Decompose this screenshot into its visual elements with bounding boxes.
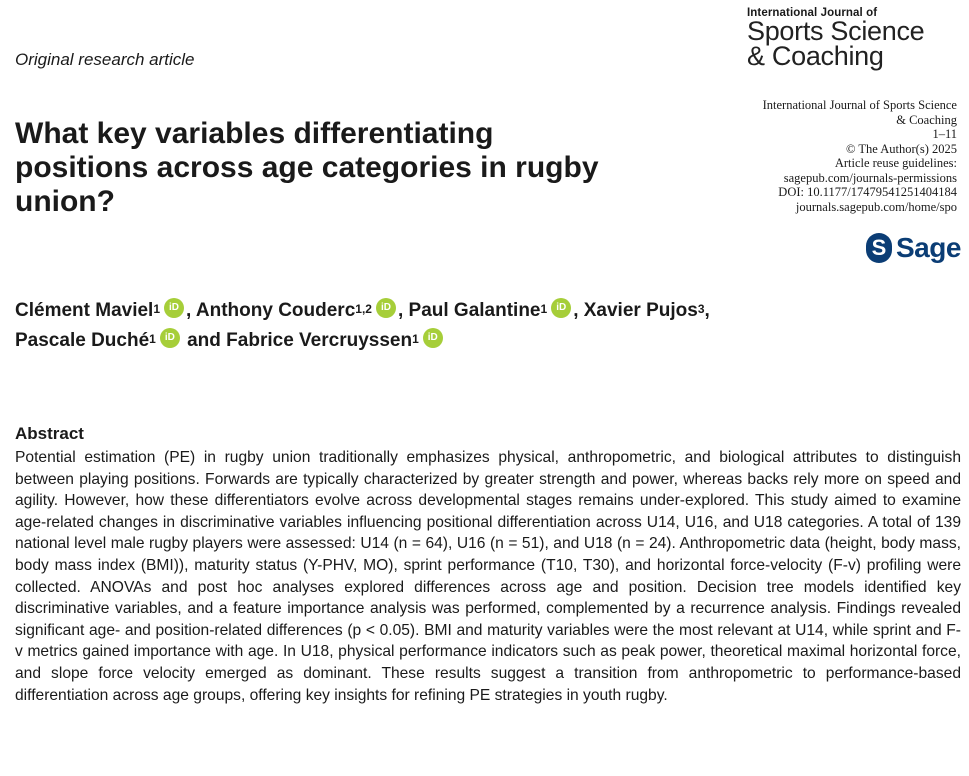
journal-logo-line-1: Sports Science (747, 16, 925, 46)
author-name[interactable]: Xavier Pujos (583, 300, 698, 321)
article-title: What key variables differentiating positions across age categories in rugby union? (15, 117, 599, 218)
article-meta (763, 98, 957, 214)
meta-doi[interactable]: DOI: 10.1177/17479541251404184 (778, 185, 957, 199)
journal-logo-small-line: International Journal of (747, 7, 878, 19)
orcid-icon[interactable]: iD (376, 298, 396, 318)
orcid-icon[interactable]: iD (551, 298, 571, 318)
author-name[interactable]: Paul Galantine (408, 300, 541, 321)
author-affiliation: 1 (153, 302, 161, 316)
author-separator: , (704, 300, 710, 321)
author-affiliation: 1 (540, 302, 548, 316)
meta-copyright: © The Author(s) 2025 (846, 141, 957, 156)
author-separator: , (186, 300, 196, 321)
author-list (15, 296, 915, 356)
author-name[interactable]: Anthony Couderc (195, 300, 356, 321)
journal-logo (747, 7, 959, 69)
author-affiliation: 3 (697, 302, 705, 316)
author-separator: , (573, 300, 584, 321)
abstract-heading: Abstract (15, 424, 84, 443)
journal-logo-line-2: & Coaching (747, 41, 884, 71)
meta-journal-line-1: International Journal of Sports Science (762, 98, 957, 112)
author-affiliation: 1,2 (355, 302, 372, 316)
orcid-icon[interactable]: iD (423, 328, 443, 348)
meta-reuse-link[interactable]: sagepub.com/journals-permissions (783, 170, 957, 185)
meta-journal-link[interactable]: journals.sagepub.com/home/spo (795, 199, 957, 214)
abstract-text: Potential estimation (PE) in rugby union traditionally emphasizes physical, anthropometric, and biological attributes to distinguish between playing positions. Forwards are typically characterized by greater strength and power, whereas backs rely more on speed and agility. However, how these differentiators evolve across developmental stages remains under-explored. This study aimed to examine age-related changes in discriminative variables influencing positional differentiation across U14, U16, and U18 categories. A total of 139 national level male rugby players were assessed: U14 (n = 64), U16 (n = 51), and U18 (n = 24). Anthropometric data (height, body mass, body mass index (BMI)), maturity status (Y-PHV, MO), sprint performance (T10, T30), and horizontal force-velocity (F-v) profiling were collected. ANOVAs and post hoc analyses explored differences across age and position. Decision tree models identified key discriminative variables, and a feature importance analysis was performed, complemented by a recurrence analysis. Findings revealed significant age- and position-related differences (p < 0.05). BMI and maturity variables were the most relevant at U14, while sprint and F-v metrics gained importance with age. In U18, physical performance indicators such as peak power, theoretical maximal horizontal force, and slope force velocity emerged as dominant. These results suggest a transition from anthropometric to performance-based differentiation across age groups, offering key insights for refining PE strategies in youth rugby. (15, 449, 961, 704)
meta-reuse-label: Article reuse guidelines: (834, 156, 957, 170)
sage-mark-icon: S (866, 233, 892, 263)
orcid-icon[interactable]: iD (164, 298, 184, 318)
article-type: Original research article (15, 50, 195, 69)
publisher-name: Sage (896, 232, 961, 263)
author-affiliation: 1 (149, 332, 156, 346)
author-name[interactable]: Clément Maviel (15, 300, 154, 321)
meta-journal-line-2: & Coaching (896, 112, 957, 127)
author-separator: and (181, 330, 227, 351)
publisher-logo (866, 232, 961, 264)
author-separator: , (397, 300, 409, 321)
author-name[interactable]: Pascale Duché (15, 330, 150, 351)
author-affiliation: 1 (412, 332, 419, 346)
meta-pages: 1–11 (932, 127, 957, 141)
orcid-icon[interactable]: iD (160, 328, 180, 348)
author-name[interactable]: Fabrice Vercruyssen (226, 330, 413, 351)
